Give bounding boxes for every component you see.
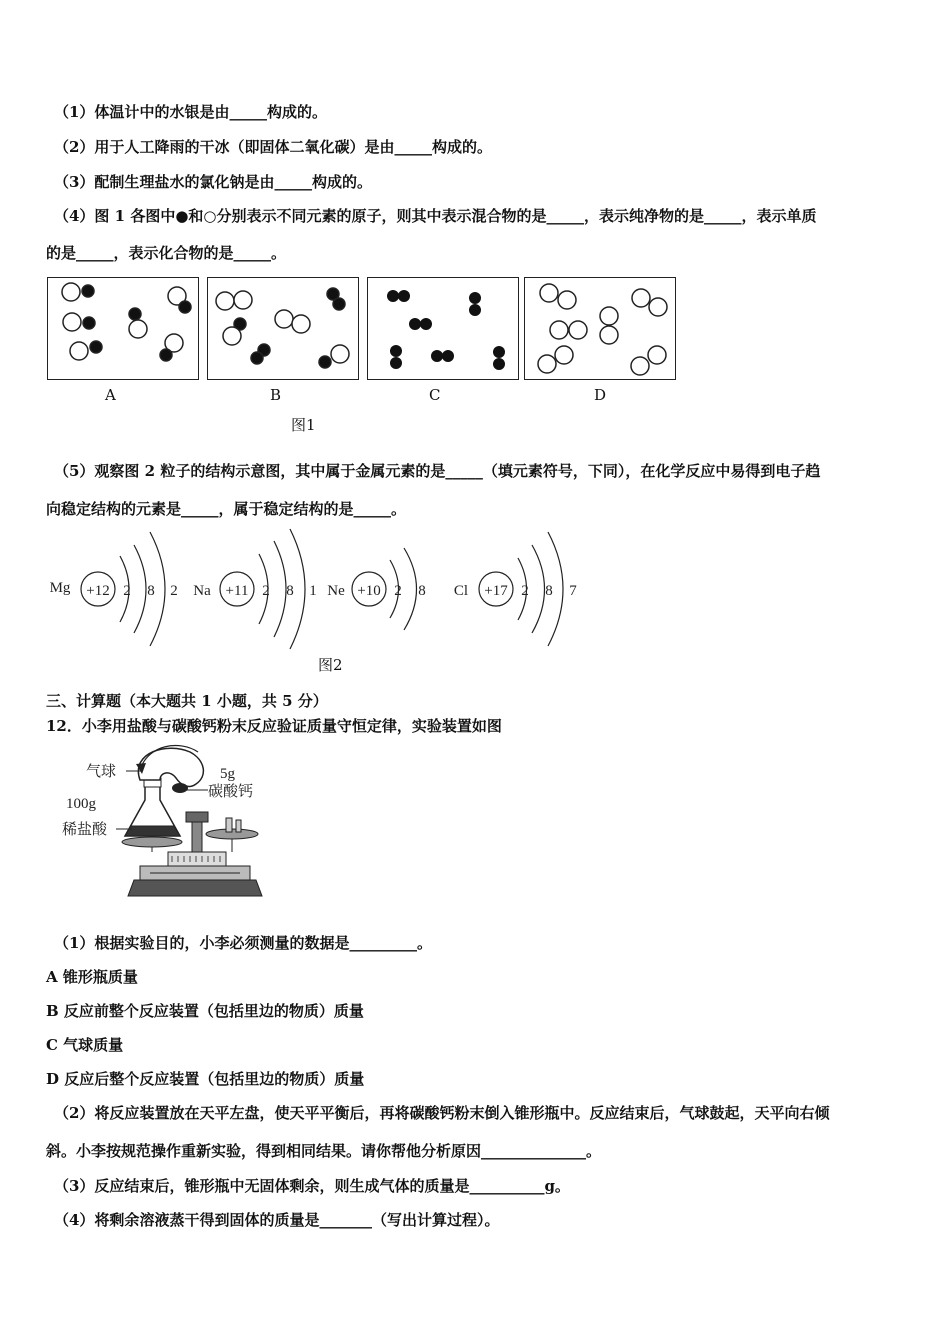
section3-title: 三、计算题（本大题共 1 小题，共 5 分） [46, 692, 328, 710]
fig2-na-symbol: Na [193, 583, 211, 599]
q11-part1: （1）体温计中的水银是由_____构成的。 [54, 103, 327, 121]
label-hcl-mass: 100g [66, 796, 96, 812]
fig2-cl-shell-1: 2 [521, 583, 529, 599]
fig2-mg-symbol: Mg [49, 580, 71, 596]
fig2-ne-nucleus: +10 [357, 583, 381, 599]
q12-sub2-line1: （2）将反应装置放在天平左盘，使天平平衡后，再将碳酸钙粉末倒入锥形瓶中。反应结束后，气球鼓起，天平向右倾 [54, 1104, 830, 1122]
fig1-label-b: B [270, 386, 282, 404]
label-caco3-mass: 5g [220, 766, 235, 782]
label-caco3: 碳酸钙 [208, 784, 254, 800]
fig2-na-shell-2: 8 [286, 583, 294, 599]
fig2-na-shell-3: 1 [309, 583, 317, 599]
fig2-ne-shell-2: 8 [418, 583, 426, 599]
fig2-mg-nucleus: +12 [86, 583, 110, 599]
label-balloon: 气球 [86, 764, 117, 780]
fig2-caption: 图2 [318, 656, 343, 674]
fig2-na-shell-1: 2 [262, 583, 270, 599]
fig1-label-c: C [429, 386, 441, 404]
fig2-cl-shell-2: 8 [545, 583, 553, 599]
q11-part5-line1: （5）观察图 2 粒子的结构示意图，其中属于金属元素的是_____（填元素符号，下同），在化学反应中易得到电子趋 [54, 462, 821, 480]
q11-part4-line2: 的是_____，表示化合物的是_____。 [46, 244, 287, 262]
fig2-mg-shell-1: 2 [123, 583, 131, 599]
fig2-ne-symbol: Ne [327, 583, 345, 599]
fig2-cl-nucleus: +17 [484, 583, 508, 599]
q12-stem: 12．小李用盐酸与碳酸钙粉末反应验证质量守恒定律，实验装置如图 [46, 717, 502, 735]
q11-part3: （3）配制生理盐水的氯化钠是由_____构成的。 [54, 173, 372, 191]
fig2-ne-shell-1: 2 [394, 583, 402, 599]
fig2-mg-shell-2: 8 [147, 583, 155, 599]
q12-option-b: B 反应前整个反应装置（包括里边的物质）质量 [46, 1002, 364, 1020]
q12-sub2-line2: 斜。小李按规范操作重新实验，得到相同结果。请你帮他分析原因______________。 [46, 1142, 602, 1160]
q11-part5-line2: 向稳定结构的元素是_____，属于稳定结构的是_____。 [46, 500, 407, 518]
fig1-caption: 图1 [291, 416, 316, 434]
fig1-label-d: D [594, 386, 607, 404]
q11-part4-line1: （4）图 1 各图中●和○分别表示不同元素的原子，则其中表示混合物的是_____，表示纯净物的是_____，表示单质 [54, 207, 817, 225]
q12-sub1: （1）根据实验目的，小李必须测量的数据是_________。 [54, 934, 432, 952]
fig2-cl-shell-3: 7 [569, 583, 577, 599]
label-hcl: 稀盐酸 [62, 822, 108, 838]
fig2-cl-symbol: Cl [453, 583, 469, 599]
q12-option-d: D 反应后整个反应装置（包括里边的物质）质量 [46, 1070, 365, 1088]
fig2-na-nucleus: +11 [225, 583, 249, 599]
q12-option-a: A 锥形瓶质量 [46, 968, 138, 986]
fig2-mg-shell-3: 2 [170, 583, 178, 599]
fig1-label-a: A [105, 386, 116, 404]
q12-sub4: （4）将剩余溶液蒸干得到固体的质量是_______（写出计算过程）。 [54, 1211, 500, 1229]
q12-option-c: C 气球质量 [46, 1036, 124, 1054]
q11-part2: （2）用于人工降雨的干冰（即固体二氧化碳）是由_____构成的。 [54, 138, 492, 156]
q12-sub3: （3）反应结束后，锥形瓶中无固体剩余，则生成气体的质量是__________g。 [54, 1177, 570, 1195]
